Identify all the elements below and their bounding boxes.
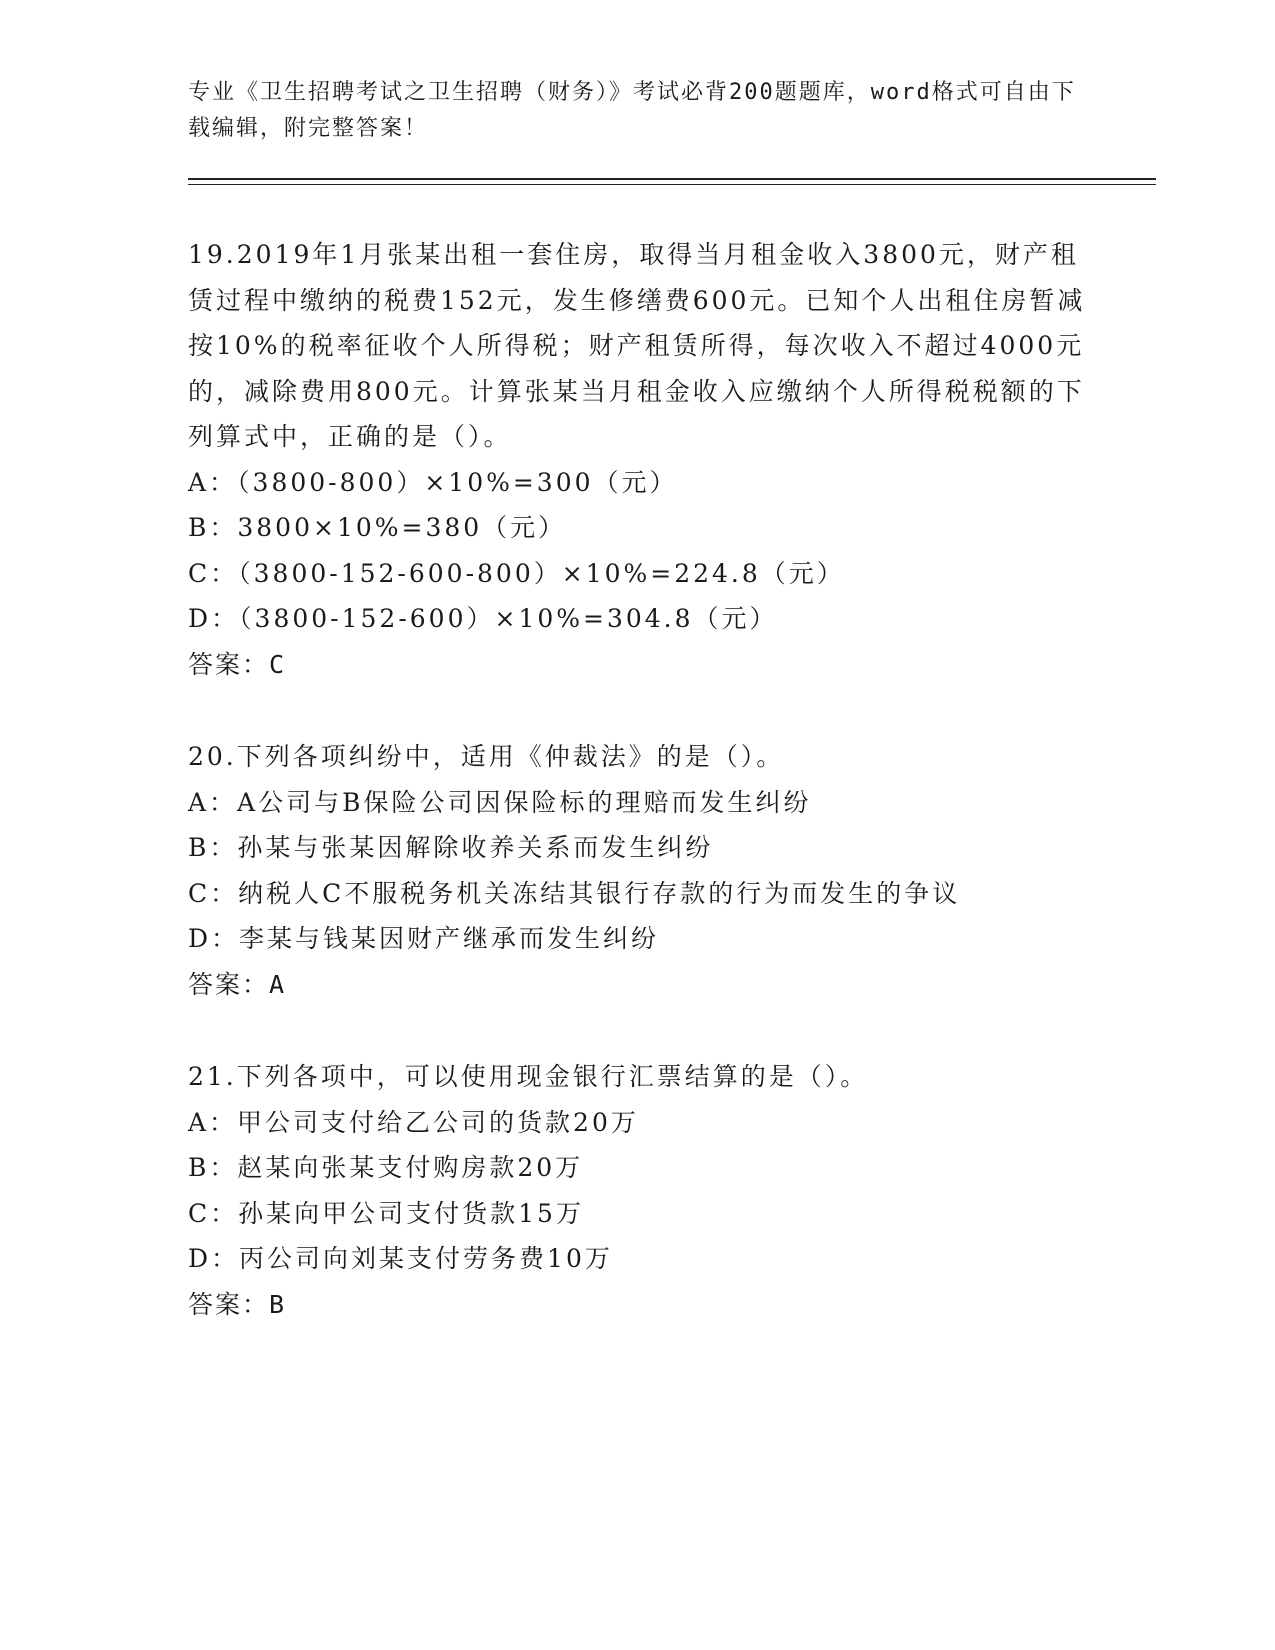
- option-d: D：李某与钱某因财产继承而发生纠纷: [188, 924, 660, 953]
- option-d: D：（3800-152-600）×10%=304.8（元）: [188, 604, 778, 633]
- answer-line: 答案：C: [188, 649, 287, 679]
- question-19: [188, 232, 1088, 687]
- header-divider-thick: [188, 178, 1156, 180]
- option-d: D：丙公司向刘某支付劳务费10万: [188, 1244, 613, 1273]
- question-21: [188, 1054, 1088, 1327]
- answer-line: 答案：B: [188, 1289, 287, 1319]
- option-a: A：（3800-800）×10%=300（元）: [188, 467, 678, 497]
- option-c: C：（3800-152-600-800）×10%=224.8（元）: [188, 558, 845, 588]
- question-list: [188, 232, 1088, 1374]
- document-header: 专业《卫生招聘考试之卫生招聘（财务）》考试必背200题题库，word格式可自由下载编辑，附完整答案！: [188, 80, 1076, 141]
- option-b: B：赵某向张某支付购房款20万: [188, 1153, 584, 1182]
- answer-line: 答案：A: [188, 969, 287, 999]
- option-a: A：A公司与B保险公司因保险标的理赔而发生纠纷: [188, 787, 812, 817]
- question-stem: 20.下列各项纠纷中，适用《仲裁法》的是（）。: [188, 742, 785, 771]
- question-20: [188, 734, 1088, 1007]
- option-c: C：纳税人C不服税务机关冻结其银行存款的行为而发生的争议: [188, 878, 961, 908]
- header-divider-thin: [188, 184, 1156, 185]
- option-a: A：甲公司支付给乙公司的货款20万: [188, 1107, 639, 1137]
- option-b: B：孙某与张某因解除收养关系而发生纠纷: [188, 833, 714, 862]
- question-stem: 21.下列各项中，可以使用现金银行汇票结算的是（）。: [188, 1062, 869, 1091]
- option-c: C：孙某向甲公司支付货款15万: [188, 1198, 584, 1228]
- question-stem: 19.2019年1月张某出租一套住房，取得当月租金收入3800元，财产租赁过程中缴纳的税费152元，发生修缮费600元。已知个人出租住房暂减按10%的税率征收个人所得税；财产租赁所得，每次收入不超过4000元的，减除费用800元。计算张某当月租金收入应缴纳个人所得税税额的下列算式中，正确的是（）。: [188, 240, 1086, 451]
- option-b: B：3800×10%=380（元）: [188, 513, 567, 542]
